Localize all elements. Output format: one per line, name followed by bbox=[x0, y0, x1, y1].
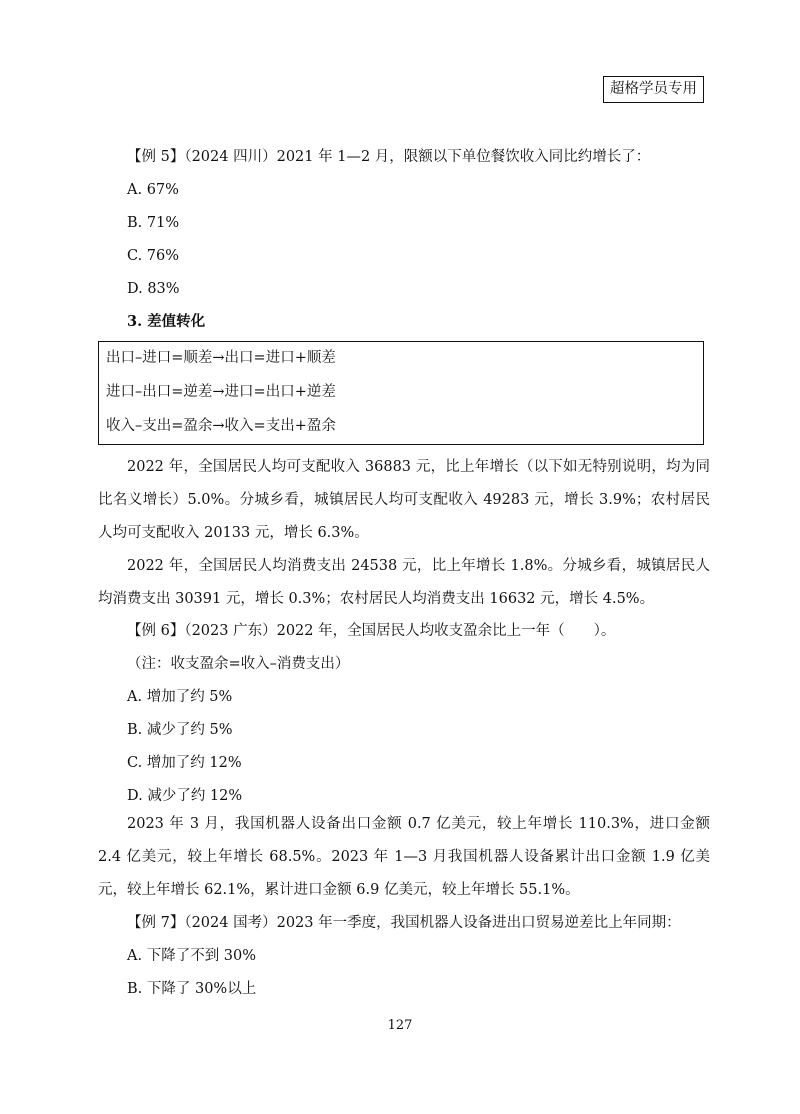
example7-question: 【例 7】（2024 国考）2023 年一季度，我国机器人设备进出口贸易逆差比上年同期： bbox=[127, 915, 681, 931]
watermark-stamp: 超格学员专用 bbox=[603, 76, 704, 103]
example5-option-d: D. 83% bbox=[127, 281, 180, 297]
example5-option-c: C. 76% bbox=[127, 248, 180, 264]
section-title: 3. 差值转化 bbox=[127, 313, 206, 330]
example6-option-d: D. 减少了约 12% bbox=[127, 788, 243, 804]
formula-line-trade-deficit: 进口–出口=逆差→进口=出口+逆差 bbox=[106, 384, 336, 400]
formula-box bbox=[98, 341, 704, 445]
income-paragraph: 2022 年，全国居民人均可支配收入 36883 元，比上年增长（以下如无特别说明，均为同比名义增长）5.0%。分城乡看，城镇居民人均可支配收入 49283 元，增长 3.9%；农村居民人均可支配收入 20133 元，增长 6.3%。 bbox=[98, 459, 710, 541]
example6-option-c: C. 增加了约 12% bbox=[127, 755, 242, 771]
example7-option-b: B. 下降了 30%以上 bbox=[127, 981, 257, 997]
example5-question: 【例 5】（2024 四川）2021 年 1—2 月，限额以下单位餐饮收入同比约增长了： bbox=[127, 149, 651, 165]
robot-trade-paragraph: 2023 年 3 月，我国机器人设备出口金额 0.7 亿美元，较上年增长 110.3%，进口金额 2.4 亿美元，较上年增长 68.5%。2023 年 1—3 月我国机器人设备累计出口金额 1.9 亿美元，较上年增长 62.1%，累计进口金额 6.9 亿美元，较上年增长 55.1%。 bbox=[98, 816, 710, 898]
example6-question: 【例 6】（2023 广东）2022 年，全国居民人均收支盈余比上一年（ ）。 bbox=[127, 623, 616, 639]
example6-option-a: A. 增加了约 5% bbox=[127, 689, 233, 705]
example7-option-a: A. 下降了不到 30% bbox=[127, 948, 257, 964]
example5-option-b: B. 71% bbox=[127, 215, 180, 231]
formula-line-trade-surplus: 出口–进口=顺差→出口=进口+顺差 bbox=[106, 350, 336, 366]
formula-line-income-surplus: 收入–支出=盈余→收入=支出+盈余 bbox=[106, 418, 336, 434]
example6-option-b: B. 减少了约 5% bbox=[127, 722, 233, 738]
page-number: 127 bbox=[387, 1018, 413, 1033]
consumption-paragraph: 2022 年，全国居民人均消费支出 24538 元，比上年增长 1.8%。分城乡看，城镇居民人均消费支出 30391 元，增长 0.3%；农村居民人均消费支出 16632 元，增长 4.5%。 bbox=[98, 558, 710, 607]
example5-option-a: A. 67% bbox=[127, 182, 179, 198]
example6-note: （注：收支盈余=收入–消费支出） bbox=[127, 656, 350, 672]
